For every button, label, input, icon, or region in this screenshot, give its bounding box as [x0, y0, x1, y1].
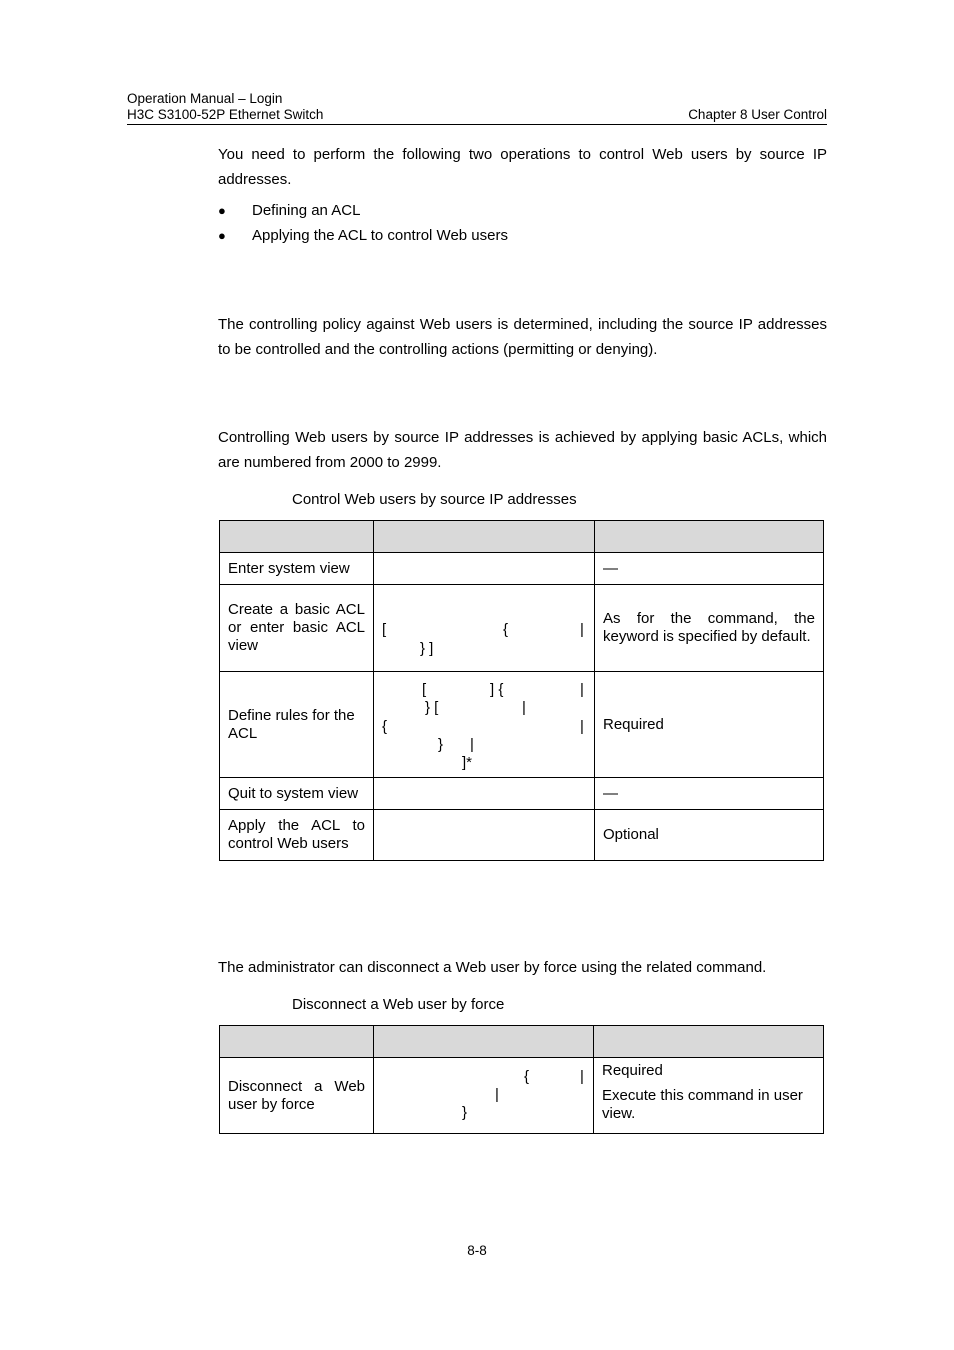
acl-config-table [219, 520, 824, 861]
command-token: ] { [490, 680, 504, 698]
operation-cell: Apply the ACL to control Web users [220, 810, 374, 861]
table-header-row [220, 521, 824, 553]
operation-cell: Create a basic ACL or enter basic ACL view [220, 585, 374, 672]
table-row [220, 810, 824, 861]
table1-caption: Control Web users by source IP addresses [292, 491, 577, 508]
header-manual-title: Operation Manual – Login [127, 91, 283, 106]
remarks-cell: — [595, 778, 824, 810]
header-rule [127, 124, 827, 125]
command-token: | [495, 1085, 499, 1103]
command-token: { [524, 1067, 530, 1085]
intro-paragraph: You need to perform the following two operations to control Web users by source IP addresses. [218, 146, 827, 188]
table-row [220, 585, 824, 672]
table-row [220, 672, 824, 778]
remarks-cell: Required [595, 672, 824, 778]
table-row [220, 553, 824, 585]
command-cell [374, 585, 595, 672]
remarks-required: Required [602, 1062, 663, 1079]
command-cell [374, 553, 595, 585]
bullet-icon: ● [218, 228, 226, 243]
table-row [220, 1058, 824, 1134]
command-cell [374, 810, 595, 861]
remarks-cell [594, 1058, 824, 1134]
remarks-cell: As for the command, the keyword is specified by default. [595, 585, 824, 672]
bullet-icon: ● [218, 203, 226, 218]
command-token: } ] [420, 639, 434, 657]
command-token: | [522, 698, 526, 716]
command-token: | [580, 1067, 584, 1085]
command-token: | [470, 735, 474, 753]
policy-paragraph: The controlling policy against Web users is determined, including the source IP addresses to be controlled and the controlling actions (permitting or denying). [218, 316, 827, 358]
remarks-cell: Optional [595, 810, 824, 861]
header-chapter: Chapter 8 User Control [688, 107, 827, 122]
command-token: { [382, 717, 388, 735]
command-cell [374, 1058, 594, 1134]
operation-cell: Disconnect a Web user by force [220, 1058, 374, 1134]
page-number: 8-8 [467, 1243, 487, 1258]
disconnect-paragraph: The administrator can disconnect a Web user by force using the related command. [218, 959, 767, 976]
command-token: { [503, 620, 509, 638]
table-row [220, 778, 824, 810]
command-token: } [ [425, 698, 439, 716]
remarks-cell: — [595, 553, 824, 585]
header-cell [374, 1026, 594, 1058]
command-token: } [438, 735, 444, 753]
command-token: | [580, 717, 584, 735]
header-cell [374, 521, 595, 553]
command-token: ]* [462, 753, 473, 771]
header-cell [594, 1026, 824, 1058]
acl-paragraph: Controlling Web users by source IP addresses is achieved by applying basic ACLs, which are numbered from 2000 to 2999. [218, 429, 827, 471]
command-token: } [462, 1103, 468, 1121]
header-cell [220, 521, 374, 553]
command-cell [374, 672, 595, 778]
operation-cell: Define rules for the ACL [220, 672, 374, 778]
header-product-name: H3C S3100-52P Ethernet Switch [127, 107, 324, 122]
table2-caption: Disconnect a Web user by force [292, 996, 505, 1013]
operation-cell: Enter system view [220, 553, 374, 585]
header-cell [220, 1026, 374, 1058]
command-token: [ [422, 680, 427, 698]
remarks-note: Execute this command in user view. [602, 1087, 803, 1122]
command-token: | [580, 680, 584, 698]
table-header-row [220, 1026, 824, 1058]
command-token: [ [382, 620, 387, 638]
operation-cell: Quit to system view [220, 778, 374, 810]
command-token: | [580, 620, 584, 638]
header-cell [595, 521, 824, 553]
disconnect-table [219, 1025, 824, 1134]
command-cell [374, 778, 595, 810]
